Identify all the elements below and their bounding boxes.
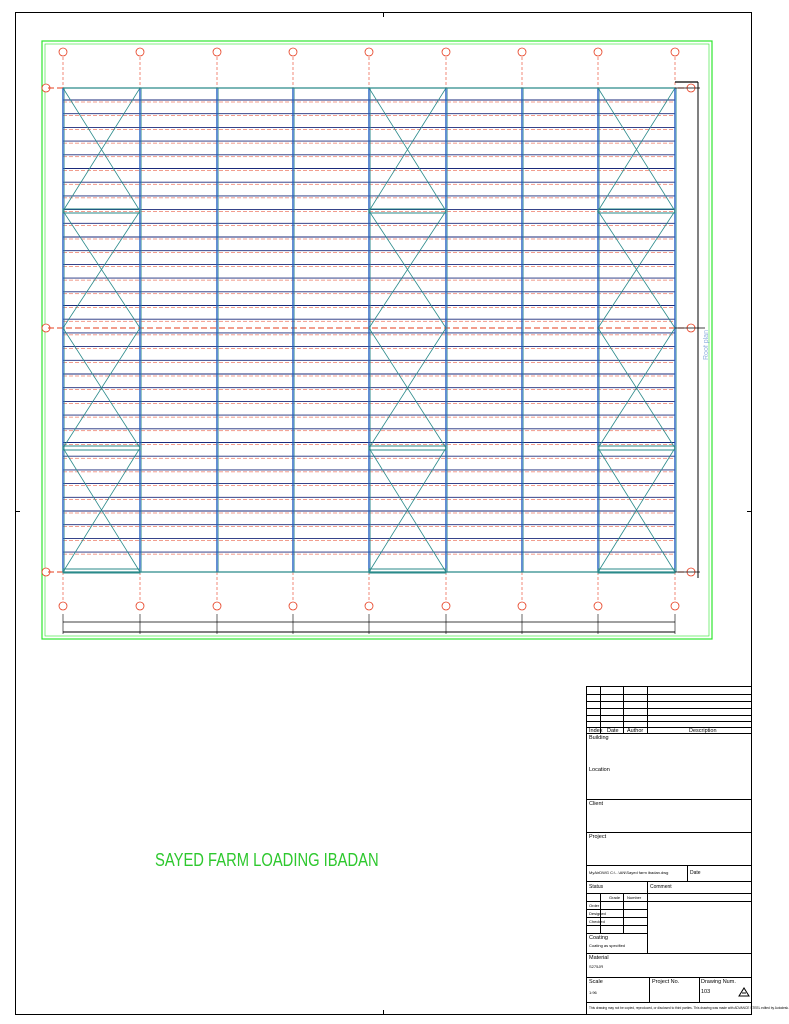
material-row-line [587, 953, 751, 954]
status-label: Status [589, 884, 604, 890]
footer-row-line [587, 1002, 751, 1003]
date-label: Date [690, 870, 701, 876]
plan-layer [42, 41, 712, 639]
dimension-text-right: Roof plan [703, 330, 710, 360]
client-label: Client [589, 801, 604, 807]
building-label: Building [589, 735, 609, 741]
strut-member [369, 446, 446, 450]
sub-col-line [623, 893, 624, 933]
scale-label: Scale [589, 979, 603, 985]
projno-col-line [699, 977, 700, 1002]
strut-member [598, 446, 675, 450]
sub-row-line [587, 917, 648, 918]
grid-bubble-bottom [671, 602, 679, 610]
coating-row-line [587, 933, 648, 934]
scale-row-line [587, 977, 751, 978]
number-header: Number [627, 895, 642, 900]
grid-bubble-top [671, 48, 679, 56]
order-label: Order [589, 903, 600, 908]
grid-bubble-top [136, 48, 144, 56]
sub-header-line [587, 893, 751, 894]
rev-header-description: Description [689, 728, 717, 734]
designed-label: Designed [589, 911, 606, 916]
grid-bubble-top [594, 48, 602, 56]
rev-row-line [587, 701, 751, 702]
rev-header-date: Date [607, 728, 619, 734]
grid-bubble-top [442, 48, 450, 56]
grid-bubble-bottom [136, 602, 144, 610]
building-row-line [587, 733, 751, 734]
material-label: Material [589, 955, 609, 961]
sub-col-line [647, 893, 648, 953]
scale-col-line [649, 977, 650, 1002]
title-block [586, 686, 789, 1015]
rev-col-line [600, 687, 601, 733]
status-col-line [647, 881, 648, 893]
file-row-line [587, 865, 751, 866]
logo-icon [738, 987, 750, 999]
grid-bubble-bottom [442, 602, 450, 610]
grid-bubble-bottom [213, 602, 221, 610]
grid-bubble-bottom [594, 602, 602, 610]
rev-col-line [623, 687, 624, 733]
comment-label: Comment [650, 884, 672, 890]
rev-row-line [587, 721, 751, 722]
rev-col-line [647, 687, 648, 733]
sub-row-line [587, 909, 648, 910]
grid-bubble-top [365, 48, 373, 56]
grid-bubble-bottom [289, 602, 297, 610]
scale-value: 1:96 [589, 990, 597, 995]
status-row-line [587, 881, 751, 882]
drawing-num-value: 103 [701, 989, 711, 995]
coating-value: Coating as specified [589, 943, 626, 948]
project-label: Project [589, 834, 607, 840]
material-value: S275JR [589, 964, 604, 969]
strut-member [63, 446, 140, 450]
grid-bubble-bottom [365, 602, 373, 610]
grade-header: Grade [609, 895, 621, 900]
rev-row-line [587, 694, 751, 695]
project-no-label: Project No. [652, 979, 680, 985]
grid-bubble-bottom [518, 602, 526, 610]
project-row-line [587, 832, 751, 833]
footer-note: This drawing may not be copied, reproduced, or disclosed to third parties. This drawing was made with ADVANCE STEEL edited by Autodesk. [589, 1006, 789, 1010]
checked-label: Checked [589, 919, 605, 924]
rev-header-index: Index [589, 728, 603, 734]
coating-label: Coating [589, 935, 608, 941]
client-row-line [587, 799, 751, 800]
sub-row-line [587, 901, 751, 902]
rev-row-line [587, 715, 751, 716]
location-label: Location [589, 767, 610, 773]
drawing-num-label: Drawing Num. [701, 979, 736, 985]
file-path: MyAirDWG C:\...\AN\Sayed farm ibadan.dwg [589, 870, 669, 875]
grid-bubble-top [213, 48, 221, 56]
drawing-title: SAYED FARM LOADING IBADAN [155, 850, 379, 870]
grid-bubble-top [289, 48, 297, 56]
grid-bubble-top [59, 48, 67, 56]
grid-bubble-top [518, 48, 526, 56]
grid-bubble-bottom [59, 602, 67, 610]
rev-header-author: Author [627, 728, 644, 734]
rev-row-line [587, 708, 751, 709]
file-col-line [687, 865, 688, 881]
sub-row-line [587, 925, 648, 926]
